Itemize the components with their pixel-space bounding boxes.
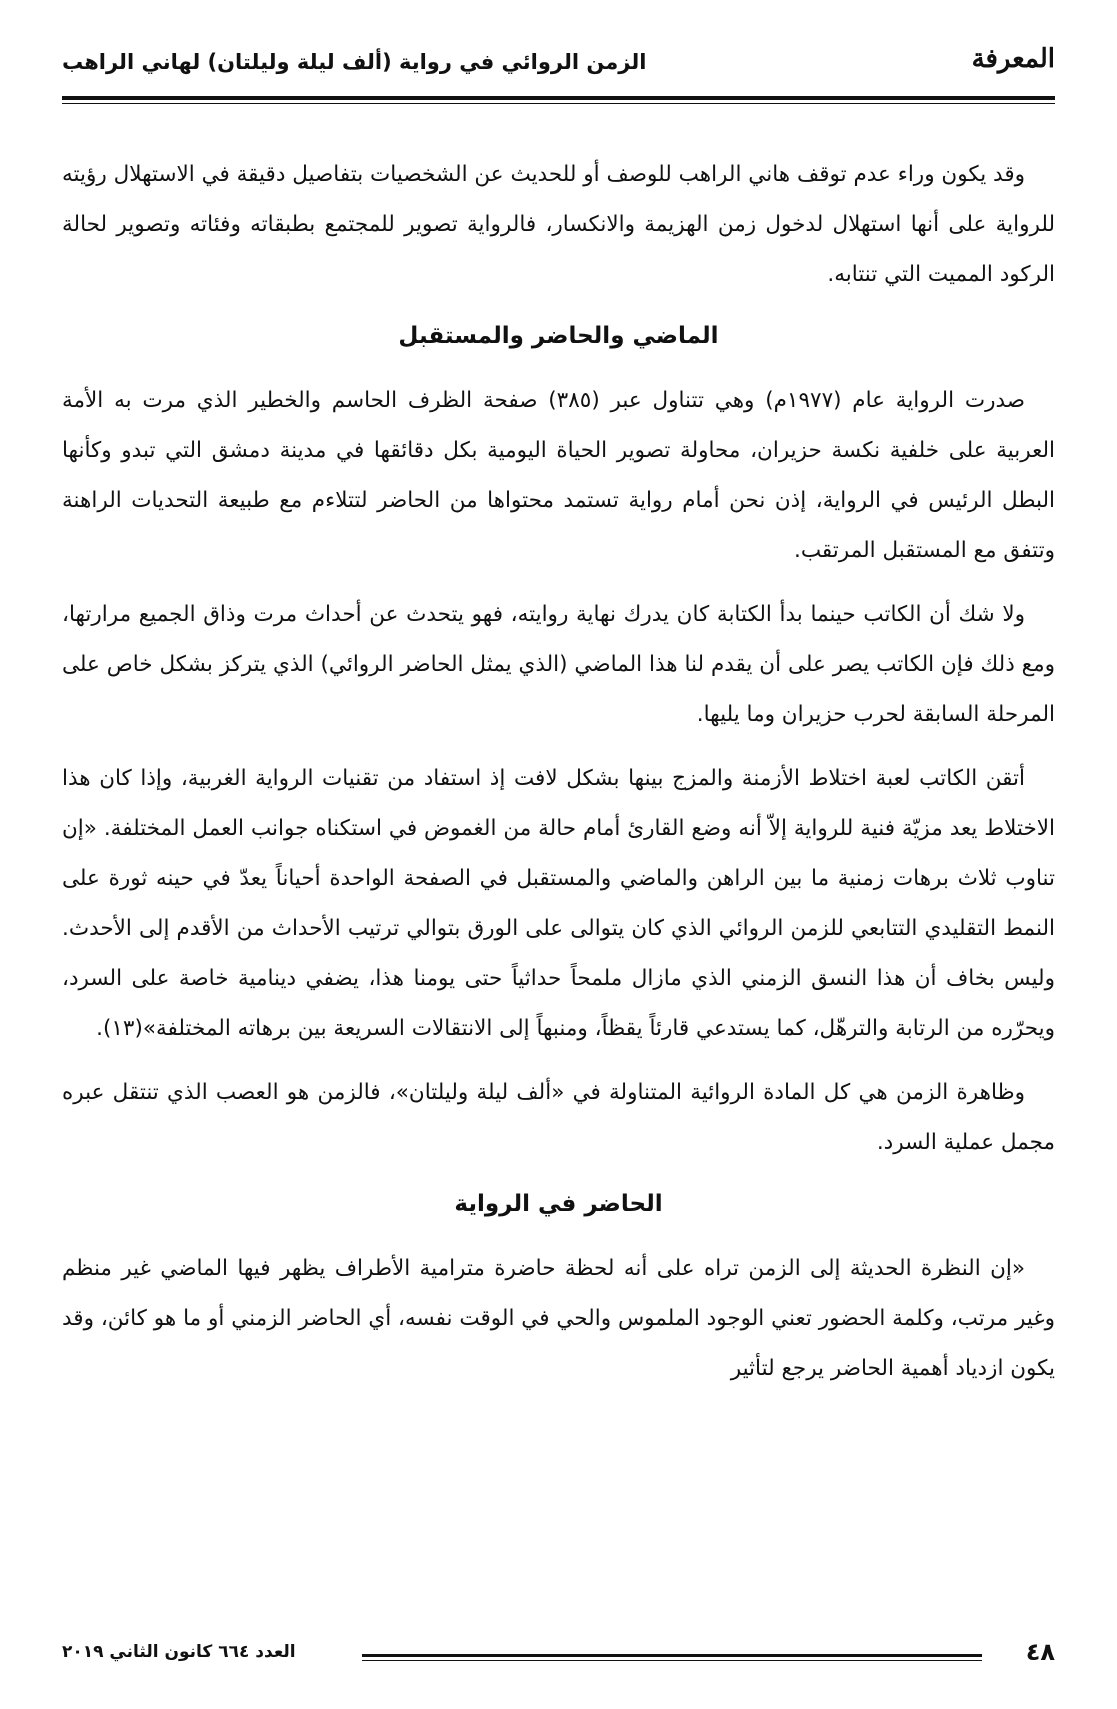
magazine-logo: المعرفة: [971, 44, 1055, 74]
section-heading: الماضي والحاضر والمستقبل: [398, 323, 719, 349]
running-title: الزمن الروائي في رواية (ألف ليلة وليلتان) لهاني الراهب: [62, 50, 647, 74]
header-rule: [62, 96, 1055, 100]
page-number: ٤٨: [1025, 1638, 1055, 1666]
paragraph: صدرت الرواية عام (١٩٧٧م) وهي تتناول عبر (٣٨٥) صفحة الظرف الحاسم والخطير الذي مرت به الأمة العربية على خلفية نكسة حزيران، محاولة تصوير الحياة اليومية بكل دقائقها في مدينة دمشق التي تبدو وكأنها البطل الرئيس في الرواية، إذن نحن أمام رواية تستمد محتواها من الحاضر لتتلاءم مع طبيعة التحديات الراهنة وتتفق مع المستقبل المرتقب.: [62, 388, 1055, 563]
page-footer: [62, 1638, 1055, 1674]
header-rule-thin: [62, 103, 1055, 104]
issue-info: العدد ٦٦٤ كانون الثاني ٢٠١٩: [62, 1642, 296, 1662]
article-body: [62, 150, 1055, 1408]
paragraph: «إن النظرة الحديثة إلى الزمن تراه على أنه لحظة حاضرة مترامية الأطراف يظهر فيها الماضي غير منظم وغير مرتب، وكلمة الحضور تعني الوجود الملموس والحي في الوقت نفسه، أي الحاضر الزمني أو ما هو كائن، وقد يكون ازدياد أهمية الحاضر يرجع لتأثير: [62, 1256, 1055, 1381]
paragraph: وقد يكون وراء عدم توقف هاني الراهب للوصف أو للحديث عن الشخصيات بتفاصيل دقيقة في الاستهلال رؤيته للرواية على أنها استهلال لدخول زمن الهزيمة والانكسار، فالرواية تصوير للمجتمع بطبقاته وفئاته وتصوير لحالة الركود المميت التي تنتابه.: [62, 162, 1055, 287]
paragraph: وظاهرة الزمن هي كل المادة الروائية المتناولة في «ألف ليلة وليلتان»، فالزمن هو العصب الذي تنتقل عبره مجمل عملية السرد.: [62, 1080, 1055, 1155]
paragraph: ولا شك أن الكاتب حينما بدأ الكتابة كان يدرك نهاية روايته، فهو يتحدث عن أحداث مرت وذاق الجميع مرارتها، ومع ذلك فإن الكاتب يصر على أن يقدم لنا هذا الماضي (الذي يمثل الحاضر الروائي) الذي يتركز بشكل خاص على المرحلة السابقة لحرب حزيران وما يليها.: [62, 602, 1055, 727]
page-header: [62, 40, 1055, 92]
section-heading: الحاضر في الرواية: [454, 1191, 663, 1217]
footer-rule: [362, 1654, 982, 1657]
footer-rule-thin: [362, 1660, 982, 1661]
paragraph: أتقن الكاتب لعبة اختلاط الأزمنة والمزج بينها بشكل لافت إذ استفاد من تقنيات الرواية الغربية، وإذا كان هذا الاختلاط يعد مزيّة فنية للرواية إلاّ أنه وضع القارئ أمام حالة من الغموض في استكناه جوانب العمل المختلفة. «إن تناوب ثلاث برهات زمنية ما بين الراهن والماضي والمستقبل في الصفحة الواحدة أحياناً يعدّ في حينه ثورة على النمط التقليدي التتابعي للزمن الروائي الذي كان يتوالى على الورق بتوالي ترتيب الأحداث من الأقدم إلى الأحدث. وليس بخاف أن هذا النسق الزمني الذي مازال ملمحاً حداثياً حتى يومنا هذا، يضفي دينامية خاصة على السرد، ويحرّره من الرتابة والترهّل، كما يستدعي قارئاً يقظاً، ومنبهاً إلى الانتقالات السريعة بين برهاته المختلفة»(١٣).: [62, 766, 1055, 1041]
